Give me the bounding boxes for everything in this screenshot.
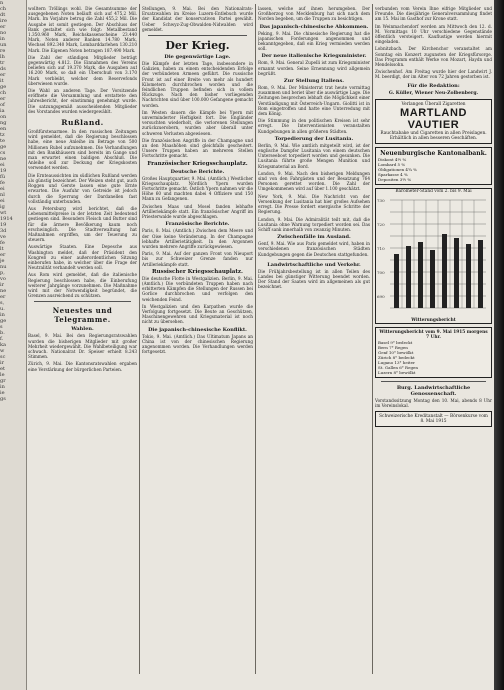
rate-row: Lombard 5 % bbox=[378, 161, 406, 167]
article-paragraph: Stellungen, 9. Mai. Bei den Nationalrats-Ersatzwahlen im Kreise Luzern-Entlebuch wurde der Kandidat der konservativen Partei gewählt. Ueber Schwyz-Zug-Obwalden-Nidwalden wird gemeldet. bbox=[142, 6, 253, 32]
subheading: Das japanisch-chinesische Abkommen. bbox=[259, 23, 369, 30]
barometer-bar bbox=[394, 254, 399, 308]
article-paragraph: Zwischenhof. Am Freitag wurde hier der Landwirt J. M. beerdigt, der im Alter von 72 Jahren gestorben ist. bbox=[375, 69, 492, 80]
gutter-line: b. bbox=[0, 330, 5, 336]
article-paragraph: Die Stimmung in den politischen Kreisen ist sehr erregt. Die Interventionisten veranstalten Kundgebungen in allen größeren Städten. bbox=[258, 118, 370, 134]
svg-text:690: 690 bbox=[377, 293, 385, 299]
svg-text:730: 730 bbox=[377, 197, 385, 203]
article-paragraph: Großes Hauptquartier, 9. Mai. (Amtlich.) Westlicher Kriegsschauplatz. Nördlich Ypern wurden Fortschritte gemacht. Östlich Ypern nahmen wir die Höhe 60 und machten dabei 4 Offiziere und 150 Mann zu Gefangenen. bbox=[142, 175, 253, 202]
gutter-line: no bbox=[0, 30, 7, 36]
barometer-bar bbox=[442, 234, 447, 308]
gutter-line: er bbox=[0, 24, 6, 30]
section-heading-news: Neuestes und Telegramme. bbox=[52, 306, 113, 325]
gutter-line: tz bbox=[0, 132, 5, 138]
gutter-line: sc bbox=[0, 354, 6, 360]
gutter-line: ne bbox=[0, 156, 7, 162]
bottom-notice bbox=[375, 411, 492, 427]
subheading-franz-berichte: Französische Berichte. bbox=[165, 221, 230, 228]
divider bbox=[278, 259, 350, 260]
svg-text:720: 720 bbox=[377, 221, 385, 227]
gutter-line: cs bbox=[0, 150, 6, 156]
gutter-line: ve bbox=[0, 234, 6, 240]
gutter-line: dt bbox=[0, 12, 6, 18]
divider bbox=[34, 301, 131, 302]
bank-name: Neuenburgische Kantonalbank. bbox=[380, 149, 487, 157]
weather-row: St. Gallen 6° Regen bbox=[378, 364, 418, 370]
weather-row: Luzern 8° bewölkt bbox=[378, 369, 416, 375]
article-paragraph: Die Frühjahrsbestellung ist in allen Teilen des Landes bei günstiger Witterung beendet worden. Der Stand der Saaten wird im allgemeinen als gut bezeichnet. bbox=[258, 268, 370, 290]
gutter-line: it bbox=[0, 78, 4, 84]
weather-row: Zürich 8° bedeckt bbox=[378, 354, 415, 360]
gutter-line: in bbox=[0, 312, 5, 318]
gutter-line: ir bbox=[0, 282, 4, 288]
article-paragraph: lassen, welche auf ihnen herumgeben. Der Großherzog von Mecklenburg hat sich nach dem Norden begeben, um die Truppen zu besichtigen. bbox=[258, 6, 370, 22]
bank-notice bbox=[375, 147, 492, 185]
article-paragraph: Rom, 9. Mai. General Zupelli ist zum Kriegsminister ernannt worden. Seine Ernennung wird allgemein begrüßt. bbox=[258, 60, 370, 76]
weather-row: Lugano 13° heiter bbox=[378, 359, 415, 365]
gutter-line: lt bbox=[0, 246, 4, 252]
tobacco-advertisement bbox=[375, 99, 492, 144]
subheading: Zwischenfälle im Ausland. bbox=[277, 234, 351, 241]
ad-tagline: Verlangen Überall Zigaretten bbox=[401, 101, 466, 107]
subheading-franz-kriegsschauplatz: Französischer Kriegsschauplatz. bbox=[147, 160, 248, 167]
gutter-line: te bbox=[0, 138, 5, 144]
gutter-line: ir bbox=[0, 360, 4, 366]
article-paragraph: verbunden vom Verein Ihne eifrige Mitglieder und Freunde. Die diesjährige Generalversammlung findet am 15. Mai im Gasthof zur Krone statt. bbox=[375, 6, 492, 22]
subheading: Torpedierung der Lusitania. bbox=[274, 135, 354, 142]
weather-row: Genf 10° bewölkt bbox=[378, 349, 414, 355]
gutter-line: je bbox=[0, 258, 5, 264]
article-paragraph: Großfürstenarmee. In den russischen Zeitungen wird gemeldet, daß die Regierung beschlossen habe, eine neue Anleihe im Betrage von 500 Millionen Rubel aufzunehmen. Die Verhandlungen mit den Bankhäusern sind bereits im Gange und man erwartet einen baldigen Abschluß. Die Anleihe soll zur Deckung der Kriegskosten verwendet werden. bbox=[28, 129, 137, 171]
gutter-line: ds bbox=[0, 66, 6, 72]
weather-row: Bern 7° Regen bbox=[378, 344, 408, 350]
gutter-line: s, bbox=[0, 300, 5, 306]
gutter-line: ge bbox=[0, 318, 7, 324]
rate-row: Sparkasse 4 % bbox=[378, 171, 408, 177]
gutter-line: vo bbox=[0, 276, 6, 282]
article-paragraph: Lobnitzbach. Der Kirchenchor veranstaltet am Sonntag ein Konzert zugunsten der Kriegsfürsorge. Das Programm enthält Werke von Mozart, Haydn und Mendelssohn. bbox=[375, 46, 492, 68]
gutter-line: p, bbox=[0, 270, 5, 276]
subheading: Landwirtschaftliche und Verkehr. bbox=[267, 261, 361, 268]
gutter-line: ei bbox=[0, 198, 5, 204]
gutter-line: fe bbox=[0, 240, 5, 246]
gutter-line: gs bbox=[0, 396, 6, 402]
gutter-line: s bbox=[0, 324, 3, 330]
subheading-wahlen: Wahlen. bbox=[71, 326, 94, 333]
gutter-line: on bbox=[0, 114, 7, 120]
gutter-line: 3d bbox=[0, 228, 7, 234]
column-rule bbox=[255, 4, 256, 674]
notice-heading: Burg. Landwirtschaftliche Genossenschaft. bbox=[396, 384, 471, 397]
page-edge-shadow bbox=[494, 0, 504, 690]
facing-page-gutter bbox=[0, 0, 27, 690]
barometer-bar bbox=[406, 246, 411, 308]
gutter-line: wt bbox=[0, 210, 7, 216]
gutter-line: f. bbox=[0, 336, 4, 342]
gutter-line: ie bbox=[0, 390, 5, 396]
gutter-line: in bbox=[0, 36, 5, 42]
gutter-line: fe bbox=[0, 180, 5, 186]
gutter-line: w bbox=[0, 348, 5, 354]
article-paragraph: wolltern Tröllings wohl. Die Gesamtsumme der ausgegebenen Noten beläuft sich auf 475,2 Mil. Mark. Im Vorjahre betrug die Zahl 455,2 Mil. Die Ausgabe ist somit gestiegen. Der Abschluss der Bank gestaltet sich wie folgt: Metallbestand 1.350.960 Mark, Reichskassenscheine 23.440 Mark, Noten anderer Banken 14.780 Mark, Wechsel 892.340 Mark, Lombarddarlehen 130.210 Mark. Die Eigenen Noten betragen 187.490 Mark. bbox=[28, 6, 137, 53]
article-paragraph: Rom, 9. Mai. Der Ministerrat trat heute vormittag zusammen und beriet über die auswärtige Lage. Die Zeitungen besprechen lebhaft die Möglichkeit einer Verständigung mit Österreich-Ungarn. Giolitti ist in Rom eingetroffen und hatte eine Unterredung mit dem König. bbox=[258, 85, 370, 117]
article-paragraph: Zürich, 9. Mai. Die Kantonsratswahlen ergaben eine Verstärkung der bürgerlichen Parteien. bbox=[28, 361, 137, 372]
subheading: Der neue italienische Kriegsminister. bbox=[261, 53, 367, 60]
article-paragraph: Zwischen Maas und Mosel fanden lebhafte Artilleriekämpfe statt. Ein französischer Angriff im Priesterwalde wurde abgeschlagen. bbox=[142, 203, 253, 220]
svg-text:700: 700 bbox=[377, 269, 385, 275]
article-paragraph: Aus Rom wird gemeldet, daß die italienische Regierung beschlossen habe, die Einberufung weiterer Jahrgänge vorzunehmen. Die Maßnahme wird mit der Notwendigkeit begründet, die Grenzen ausreichend zu schützen. bbox=[28, 272, 137, 299]
barometer-bar bbox=[478, 240, 483, 308]
svg-text:710: 710 bbox=[377, 245, 385, 251]
weather-title: Witterungsbericht vom 9. Mai 1915 morgens 7 Uhr. bbox=[379, 329, 488, 340]
gutter-line: er bbox=[0, 96, 6, 102]
chart-caption: Barometer-Stand vom 2. bis 9. Mai bbox=[395, 188, 472, 194]
weather-table bbox=[378, 340, 489, 375]
article-paragraph: Die Zahl der ständigen Mitglieder beträgt gegenwärtig 4.812. Die Einnahmen des Vereins beliefen sich auf 19.370 Mark, die Ausgaben auf 16.200 Mark, so daß ein Überschuß von 3.170 Mark verbleibt, welcher dem Reservefonds überwiesen wurde. bbox=[28, 54, 137, 86]
gutter-line: nl bbox=[0, 192, 5, 198]
notice-text: Vorstandssitzung Montag den 10. Mai, abends 8 Uhr im Vereinslokal. bbox=[375, 397, 492, 408]
article-paragraph: Paris, 8. Mai. (Amtlich.) Zwischen dem Meere und der Oise keine Veränderung. In der Champagne lebhafte Artillerietätigkeit. In den Argonnen wurden mehrere Angriffe zurückgewiesen. bbox=[142, 228, 253, 249]
article-paragraph: Die Kämpfe der letzten Tage, insbesondere in Galizien, haben zu einem entscheidenden Erfolge der verbündeten Armeen geführt. Die russische Front ist auf einer Breite von mehr als hundert Kilometern durchbrochen worden und die feindlichen Truppen befinden sich in vollem Rückzuge. Nach den bisher vorliegenden Nachrichten sind über 100.000 Gefangene gemacht worden. bbox=[142, 61, 253, 108]
gutter-line: lh bbox=[0, 54, 5, 60]
gutter-line: re bbox=[0, 48, 6, 54]
article-paragraph: Tokio, 9. Mai. (Amtlich.) Das Ultimatum Japans an China ist von der chinesischen Regierung angenommen worden. Die Verhandlungen werden fortgesetzt. bbox=[142, 333, 253, 355]
barometer-bar bbox=[454, 238, 459, 308]
gutter-line: er bbox=[0, 252, 6, 258]
gutter-line: in bbox=[0, 384, 5, 390]
article-paragraph: Im Weinmachendorf werden am Mittwoch den 12. d. M. Vormittags 10 Uhr verschiedene Gegenstände öffentlich versteigert. Kauflustige werden hiermit eingeladen. bbox=[375, 23, 492, 45]
ad-subline: Rauchtabake und Cigaretten in allen Preislagen. bbox=[380, 130, 487, 136]
gutter-line: ka bbox=[0, 342, 7, 348]
weather-row: Basel 9° bedeckt bbox=[378, 339, 413, 345]
gutter-line: er bbox=[0, 294, 6, 300]
column-rule bbox=[139, 4, 140, 674]
article-paragraph: Auswärtige Staaten. Eine Depesche aus Washington meldet, daß der Präsident den Kongreß zu einer außerordentlichen Sitzung einberufen habe, in welcher über die Frage der Neutralität verhandelt werden soll. bbox=[28, 244, 137, 271]
article-paragraph: Im Westen dauern die Kämpfe bei Ypern mit unverminderter Heftigkeit fort. Die Engländer versuchten wiederholt, die verlorenen Stellungen zurückzuerobern, wurden aber überall unter schweren Verlusten abgewiesen. bbox=[142, 109, 253, 136]
article-paragraph: Genf, 9. Mai. Wie aus Paris gemeldet wird, haben in verschiedenen französischen Städten Kundgebungen gegen die Deutschen stattgefunden. bbox=[258, 241, 370, 257]
article-paragraph: Peking, 9. Mai. Die chinesische Regierung hat die japanischen Forderungen angenommen und bekanntgegeben, daß ein Krieg vermieden werden soll. bbox=[258, 30, 370, 52]
barometer-bar bbox=[466, 244, 471, 308]
editor-label: Für die Redaktion: bbox=[407, 82, 460, 89]
subheading: Zur Stellung Italiens. bbox=[283, 78, 345, 85]
barometer-bar bbox=[418, 242, 423, 308]
gutter-line: ge bbox=[0, 84, 7, 90]
barometer-graph bbox=[376, 194, 489, 314]
article-paragraph: Die Ernteaussichten im südlichen Rußland werden als günstig bezeichnet. Der Weizen steht gut, auch Roggen und Gerste lassen eine gute Ernte erwarten. Die Ausfuhr von Getreide ist jedoch durch die Sperrung der Dardanellen fast vollständig unterbunden. bbox=[28, 172, 137, 204]
column-rule bbox=[372, 4, 373, 674]
gutter-line: gr bbox=[0, 378, 6, 384]
subheading-japan: Die japanisch-chinesische Konflikt. bbox=[148, 326, 247, 333]
gutter-line: 19 bbox=[0, 222, 7, 228]
article-paragraph: Paris, 9. Mai. Auf der ganzen Front von Nieuport bis zur Schweizer Grenze fanden nur Artilleriekämpfe statt. bbox=[142, 251, 253, 267]
gutter-line: ei bbox=[0, 162, 5, 168]
gutter-line: of bbox=[0, 102, 5, 108]
article-paragraph: London, 9. Mai. Die Admiralität teilt mit, daß die Lusitania ohne Warnung torpediert worden sei. Das Schiff sank innerhalb von zwanzig Minuten. bbox=[258, 216, 370, 232]
gutter-line: un bbox=[0, 42, 7, 48]
gutter-line: ia bbox=[0, 108, 5, 114]
divider bbox=[148, 35, 247, 36]
divider bbox=[381, 381, 486, 382]
gutter-line: ng bbox=[0, 120, 7, 126]
article-paragraph: In Westgalizien und den Karpathen wurde die Verfolgung fortgesetzt. Die Beute an Geschützen, Maschinengewehren und Kriegsmaterial ist noch nicht zu übersehen. bbox=[142, 303, 253, 325]
article-paragraph: Berlin, 9. Mai. Wie amtlich mitgeteilt wird, ist der englische Dampfer Lusitania von einem deutschen Unterseeboot torpediert worden und gesunken. Die Lusitania führte große Mengen Munition und Kriegsmaterial an Bord. bbox=[258, 142, 370, 169]
gutter-line: en bbox=[0, 126, 7, 132]
gutter-line: ch bbox=[0, 90, 7, 96]
gutter-line: 19 bbox=[0, 168, 7, 174]
article-paragraph: Aus Petersburg wird berichtet, daß die Lebensmittelpreise in der letzten Zeit bedeutend gestiegen sind. Besonders Fleisch und Butter sind für die ärmere Bevölkerung kaum noch erschwinglich. Die Stadtverwaltung hat Maßnahmen ergriffen, um der Teuerung zu steuern. bbox=[28, 205, 137, 243]
gutter-line: le bbox=[0, 372, 5, 378]
editor-name: G. Küller, Wiener Neu-Zolbenberg. bbox=[388, 90, 479, 96]
gutter-line: ne bbox=[0, 288, 7, 294]
subheading-russ-kriegsschauplatz: Russischer Kriegsschauplatz. bbox=[152, 268, 243, 275]
rate-row: Depositen 3½ % bbox=[378, 176, 412, 182]
article-paragraph: Die Wahl an anderen Tage. Der Vorsitzende eröffnete die Versammlung und erstattete den Jahresbericht, der einstimmig genehmigt wurde. Die satzungsgemäß ausscheidenden Mitglieder des Vorstandes wurden wiedergewählt. bbox=[28, 88, 137, 114]
article-paragraph: Basel, 9. Mai. Bei den Regierungsratswahlen wurden die bisherigen Mitglieder mit großer Mehrheit wiedergewählt. Die Wahlbeteiligung war schwach. Nationalrat Dr. Speiser erhielt 8.243 Stimmen. bbox=[28, 333, 137, 360]
rate-row: Obligationen 4¾ % bbox=[378, 166, 417, 172]
article-paragraph: New York, 9. Mai. Die Nachricht von der Versenkung der Lusitania hat hier großes Aufsehen erregt. Die Presse fordert energische Schritte der Regierung. bbox=[258, 193, 370, 215]
column-4 bbox=[375, 6, 492, 686]
gutter-line: n bbox=[0, 0, 4, 6]
section-heading-krieg: Der Krieg. bbox=[165, 39, 230, 53]
gutter-line: fü bbox=[0, 174, 6, 180]
subheading-lage: Die gegenwärtige Lage. bbox=[164, 54, 231, 61]
subheading-deutsche-berichte: Deutsche Berichte. bbox=[170, 168, 225, 175]
gutter-line: tr bbox=[0, 60, 5, 66]
barometer-bar bbox=[430, 250, 435, 308]
barometer-chart bbox=[375, 188, 492, 324]
ad-small: Erhältlich in allen besseren Geschäften. bbox=[389, 135, 478, 141]
column-3 bbox=[258, 6, 370, 686]
column-2 bbox=[142, 6, 253, 686]
gutter-line: ire bbox=[0, 18, 7, 24]
gutter-line: nu bbox=[0, 264, 7, 270]
weather-report bbox=[375, 327, 492, 378]
gutter-line: ch bbox=[0, 6, 7, 12]
section-heading-russland: Rußland. bbox=[61, 118, 104, 128]
rates-list bbox=[378, 157, 489, 182]
gutter-line: u. bbox=[0, 306, 5, 312]
gutter-line: ei bbox=[0, 186, 5, 192]
article-paragraph: Die französischen Angriffe in der Champagne und an den Maashöhen sind gleichfalls gescheitert. Unsere Truppen haben an mehreren Stellen Fortschritte gemacht. bbox=[142, 137, 253, 159]
chart-footer: Witterungsbericht bbox=[411, 317, 456, 323]
ad-brand: MARTLAND VAUTIER bbox=[399, 106, 468, 131]
rate-row: Diskont 4½ % bbox=[378, 156, 407, 162]
gutter-line: 1914 bbox=[0, 216, 13, 222]
gutter-line: ig bbox=[0, 204, 5, 210]
gutter-line: ge bbox=[0, 144, 7, 150]
article-paragraph: Die deutsche Flotte in Westgalizien. Berlin, 9. Mai. (Amtlich.) Die verbündeten Truppen haben nach erbitterten Kämpfen die Stellungen der Russen bei Gorlice durchbrochen und verfolgen den weichenden Feind. bbox=[142, 275, 253, 302]
bottom-text: Schweizerische Kreditanstalt — Börsenkurse vom 8. Mai 1915 bbox=[379, 414, 488, 425]
column-1 bbox=[28, 6, 137, 686]
gutter-line: et bbox=[0, 366, 5, 372]
article-paragraph: London, 9. Mai. Nach den bisherigen Meldungen sind von den Fahrgästen und der Besatzung 764 Personen gerettet worden. Die Zahl der Umgekommenen wird auf über 1.100 geschätzt. bbox=[258, 170, 370, 192]
gutter-line: er bbox=[0, 72, 6, 78]
